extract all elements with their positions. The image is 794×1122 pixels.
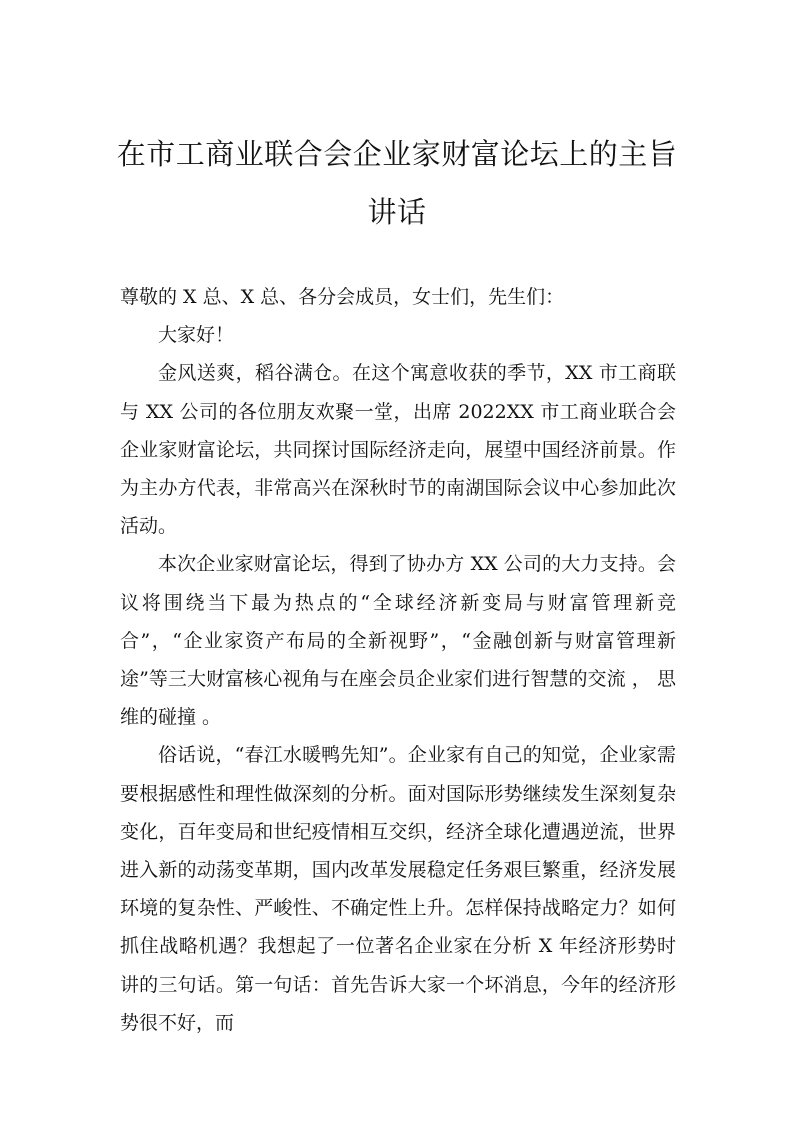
document-title: 在市工商业联合会企业家财富论坛上的主旨讲话 bbox=[116, 137, 678, 229]
paragraph-greeting: 大家好！ bbox=[158, 324, 235, 347]
document-body bbox=[120, 278, 676, 1042]
paragraph-economic-situation: 俗话说，“春江水暖鸭先知”。企业家有自己的知觉，企业家需要根据感性和理性做深刻的分析。面对国际形势继续发生深刻复杂变化，百年变局和世纪疫情相互交织，经济全球化遭遇逆流，世界进入新的动荡变革期，国内改革发展稳定任务艰巨繁重，经济发展环境的复杂性、严峻性、不确定性上升。怎样保持战略定力？如何抓住战略机遇？我想起了一位著名企业家在分析 X 年经济形势时讲的三句话。第一句话：首先告诉大家一个坏消息，今年的经济形势很不好，而 bbox=[120, 744, 676, 1034]
paragraph-forum-theme: 本次企业家财富论坛，得到了协办方 XX 公司的大力支持。会议将围绕当下最为热点的“全球经济新变局与财富管理新竞合”，“企业家资产布局的全新视野”，“金融创新与财富管理新途”等三大财富核心视角与在座会员企业家们进行智慧的交流 ， 思维的碰撞 。 bbox=[120, 553, 676, 729]
salutation: 尊敬的 X 总、X 总、各分会成员，女士们，先生们： bbox=[120, 286, 565, 308]
paragraph-opening: 金风送爽，稻谷满仓。在这个寓意收获的季节，XX 市工商联与 XX 公司的各位朋友欢聚一堂，出席 2022XX 市工商业联合会企业家财富论坛，共同探讨国际经济走向，展望中国经济前景。作为主办方代表，非常高兴在深秋时节的南湖国际会议中心参加此次活动。 bbox=[120, 362, 676, 538]
